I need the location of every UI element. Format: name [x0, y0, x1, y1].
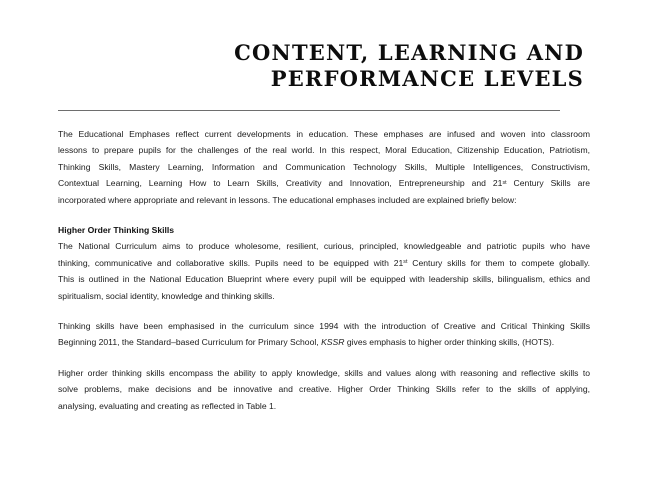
text-line: Thinking Skills, Mastery Learning, Information and Communication Technology Skills, Multiple Intelligences, Constructivism,: [58, 161, 590, 172]
text-line: This is outlined in the National Education Blueprint where every pupil will be equipped with leadership skills, bilingualism, ethics and: [58, 274, 590, 285]
page-title: [0, 0, 648, 92]
paragraph-educational-emphases: [58, 126, 590, 208]
paragraph-thinking-skills-history: [58, 318, 590, 351]
text-line: thinking, communicative and collaborative skills. Pupils need to be equipped with 21st Century skills for them to compete globally.: [58, 257, 590, 268]
document-body: [0, 126, 648, 414]
paragraph-hots-definition: [58, 365, 590, 414]
section-heading-higher-order-thinking-skills: Higher Order Thinking Skills: [58, 225, 175, 236]
text-line: incorporated where appropriate and relevant in lessons. The educational emphases included are explained briefly below:: [58, 194, 517, 205]
text-line: spiritualism, social identity, knowledge and thinking skills.: [58, 290, 275, 301]
text-line: analysing, evaluating and creating as reflected in Table 1.: [58, 400, 277, 411]
text-line: The Educational Emphases reflect current developments in education. These emphases are infused and woven into classroom: [58, 129, 590, 139]
text-line: Thinking skills have been emphasised in the curriculum since 1994 with the introduction of Creative and Critical Thinking Skills: [58, 321, 590, 332]
page-title-line-2: PERFORMANCE LEVELS: [270, 66, 584, 91]
page-title-line-1: CONTENT, LEARNING AND: [234, 40, 584, 65]
title-divider: [58, 110, 560, 111]
text-line: lessons to prepare pupils for the challenges of the real world. In this respect, Moral Education, Citizenship Education, Patriotism,: [58, 145, 590, 156]
text-line: Higher order thinking skills encompass the ability to apply knowledge, skills and values along with reasoning and reflective skills to: [58, 367, 590, 378]
text-line: The National Curriculum aims to produce wholesome, resilient, curious, principled, knowledgeable and patriotic pupils who have: [58, 241, 590, 252]
text-line: Beginning 2011, the Standard–based Curriculum for Primary School, KSSR gives emphasis to higher order thinking skills, (HOTS).: [58, 337, 555, 348]
text-line: Contextual Learning, Learning How to Learn Skills, Creativity and Innovation, Entrepreneurship and 21st Century Skills are: [58, 178, 590, 189]
text-line: solve problems, make decisions and be innovative and creative. Higher Order Thinking Skills refer to the skills of applying,: [58, 384, 590, 395]
paragraph-national-curriculum: [58, 238, 590, 304]
